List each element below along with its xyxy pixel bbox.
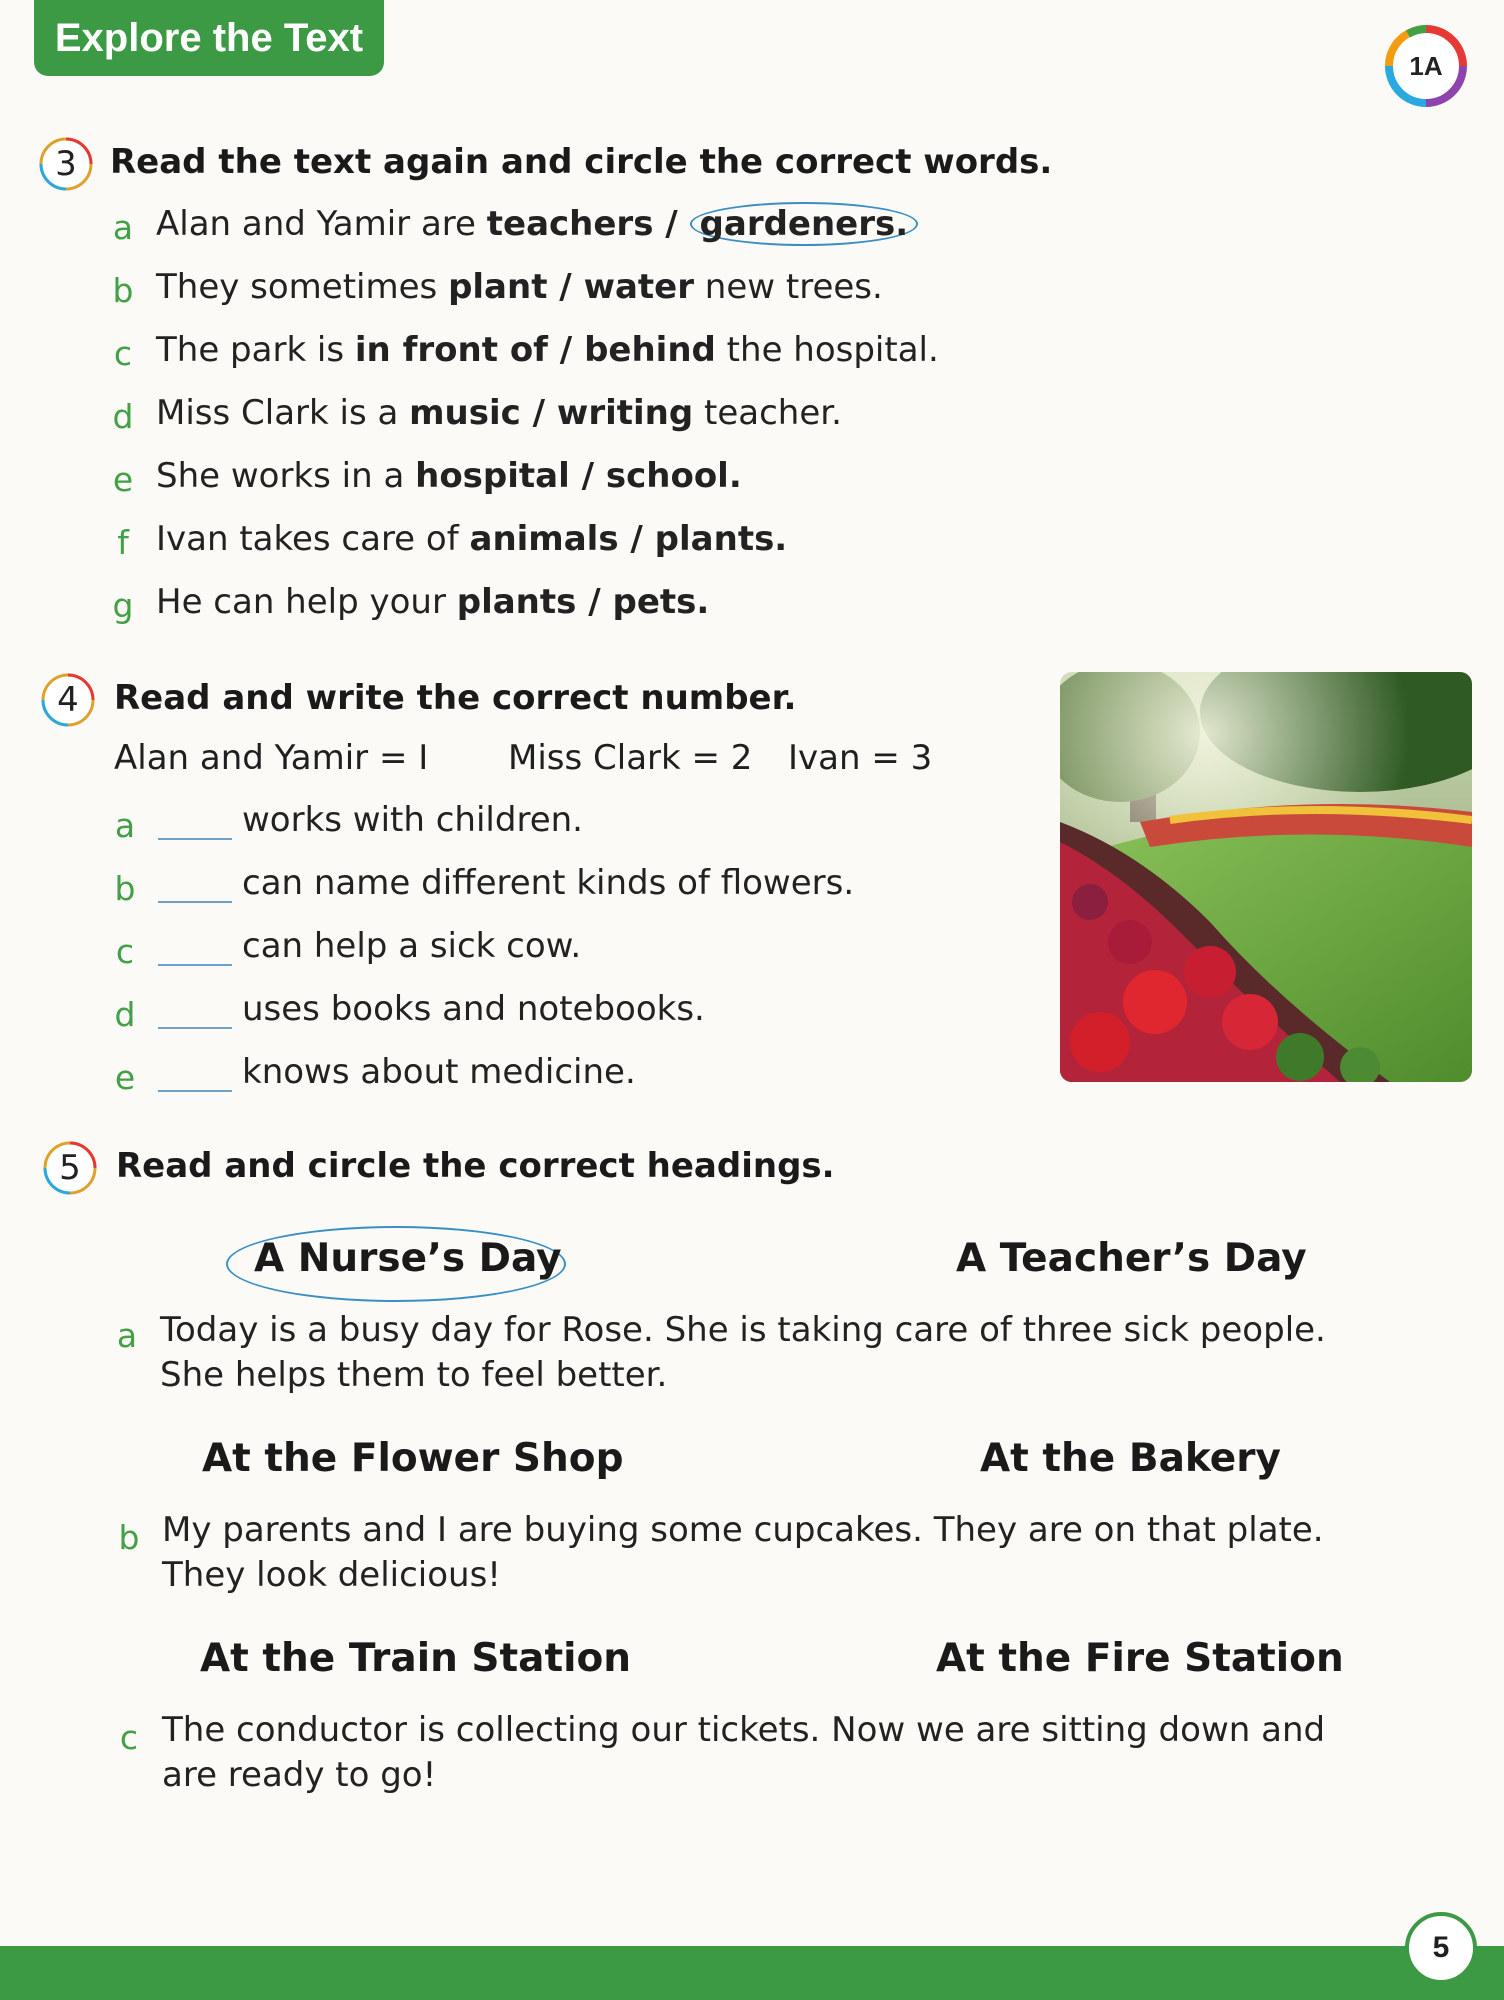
item-text: works with children. [242,800,583,840]
heading-option[interactable]: At the Fire Station [936,1636,1344,1681]
key-miss-clark: Miss Clark = 2 [508,738,753,778]
item-text: can name different kinds of flowers. [242,863,855,903]
heading-option[interactable]: A Nurse’s Day [254,1236,562,1281]
exercise-3-instruction: Read the text again and circle the correct words. [110,142,1053,182]
item-letter: c [119,1718,139,1757]
answer-blank[interactable] [158,901,232,903]
word-option[interactable]: writing [556,393,694,433]
word-option[interactable]: hospital [415,456,570,496]
item-letter: e [114,1058,136,1097]
word-option[interactable]: plants. [654,519,788,559]
word-option[interactable]: plant [448,267,548,307]
word-option[interactable]: school. [605,456,742,496]
unit-badge [1380,20,1472,112]
answer-blank[interactable] [158,1090,232,1092]
heading-option[interactable]: At the Flower Shop [202,1436,624,1481]
item-letter: c [113,334,133,373]
item-text: knows about medicine. [242,1052,636,1092]
item-text: Miss Clark is a [156,393,410,433]
item-text: She works in a [156,456,416,496]
item-letter: b [114,869,136,908]
exercise-5-number [42,1140,98,1196]
option-separator: / [520,393,557,433]
exercise-4-instruction: Read and write the correct number. [114,678,797,718]
circle-word-item [156,330,939,370]
item-letter: e [112,460,134,499]
heading-option[interactable]: At the Train Station [200,1636,632,1681]
circle-word-item [156,267,883,307]
exercise-5-instruction: Read and circle the correct headings. [116,1146,835,1186]
item-text: Ivan takes care of [156,519,470,559]
item-letter: d [114,995,136,1034]
exercise-4-number [40,672,96,728]
item-text: He can help your [156,582,457,622]
heading-option[interactable]: A Teacher’s Day [956,1236,1307,1281]
item-letter: a [114,806,136,845]
answer-blank[interactable] [158,964,232,966]
word-option[interactable]: plants [456,582,577,622]
item-text: The park is [156,330,355,370]
unit-label: 1A [1409,51,1443,81]
item-text: the hospital. [715,330,939,370]
paragraph-line: They look delicious! [162,1555,501,1595]
circle-word-item [156,393,842,433]
answer-blank[interactable] [158,838,232,840]
paragraph-line: Today is a busy day for Rose. She is taking care of three sick people. [160,1310,1326,1350]
paragraph-line: The conductor is collecting our tickets. Now we are sitting down and [162,1710,1326,1750]
word-option[interactable]: teachers [486,204,654,244]
exercise-number-text: 4 [57,680,79,720]
word-option[interactable]: gardeners. [690,202,919,246]
key-alan-yamir: Alan and Yamir = I [114,738,429,778]
paragraph [160,1308,1390,1398]
heading-option[interactable]: At the Bakery [980,1436,1281,1481]
circle-word-item [156,456,742,496]
option-separator: / [618,519,655,559]
paragraph-line: She helps them to feel better. [160,1355,668,1395]
item-letter: g [112,586,134,625]
item-text: teacher. [693,393,842,433]
word-option[interactable]: animals [469,519,619,559]
paragraph [162,1708,1392,1798]
paragraph-line: are ready to go! [162,1755,437,1795]
item-letter: c [115,932,135,971]
word-option[interactable]: behind [584,330,716,370]
item-text: uses books and notebooks. [242,989,705,1029]
word-option[interactable]: music [409,393,521,433]
item-letter: f [117,523,129,562]
item-letter: d [112,397,134,436]
option-separator: / [569,456,606,496]
item-letter: b [118,1518,140,1557]
item-letter: a [112,208,134,247]
paragraph [162,1508,1392,1598]
circle-word-item [156,204,918,244]
exercise-number-text: 3 [55,144,77,184]
footer-bar [0,1946,1504,2000]
circle-word-item [156,582,709,622]
garden-flowers-photo [1060,672,1472,1082]
option-separator: / [576,582,613,622]
item-letter: b [112,271,134,310]
page-number: 5 [1405,1912,1477,1984]
circle-word-item [156,519,787,559]
item-text: Alan and Yamir are [156,204,487,244]
paragraph-line: My parents and I are buying some cupcakes. They are on that plate. [162,1510,1324,1550]
word-option[interactable]: water [583,267,694,307]
exercise-3-number [38,136,94,192]
section-tab: Explore the Text [34,0,384,76]
word-option[interactable]: pets. [612,582,710,622]
item-letter: a [116,1316,138,1355]
option-separator: / [653,204,690,244]
option-separator: / [547,267,584,307]
item-text: can help a sick cow. [242,926,582,966]
option-separator: / [547,330,585,370]
item-text: new trees. [694,267,883,307]
answer-blank[interactable] [158,1027,232,1029]
word-option[interactable]: in front of [354,330,548,370]
key-ivan: Ivan = 3 [788,738,933,778]
item-text: They sometimes [156,267,449,307]
exercise-number-text: 5 [59,1148,81,1188]
